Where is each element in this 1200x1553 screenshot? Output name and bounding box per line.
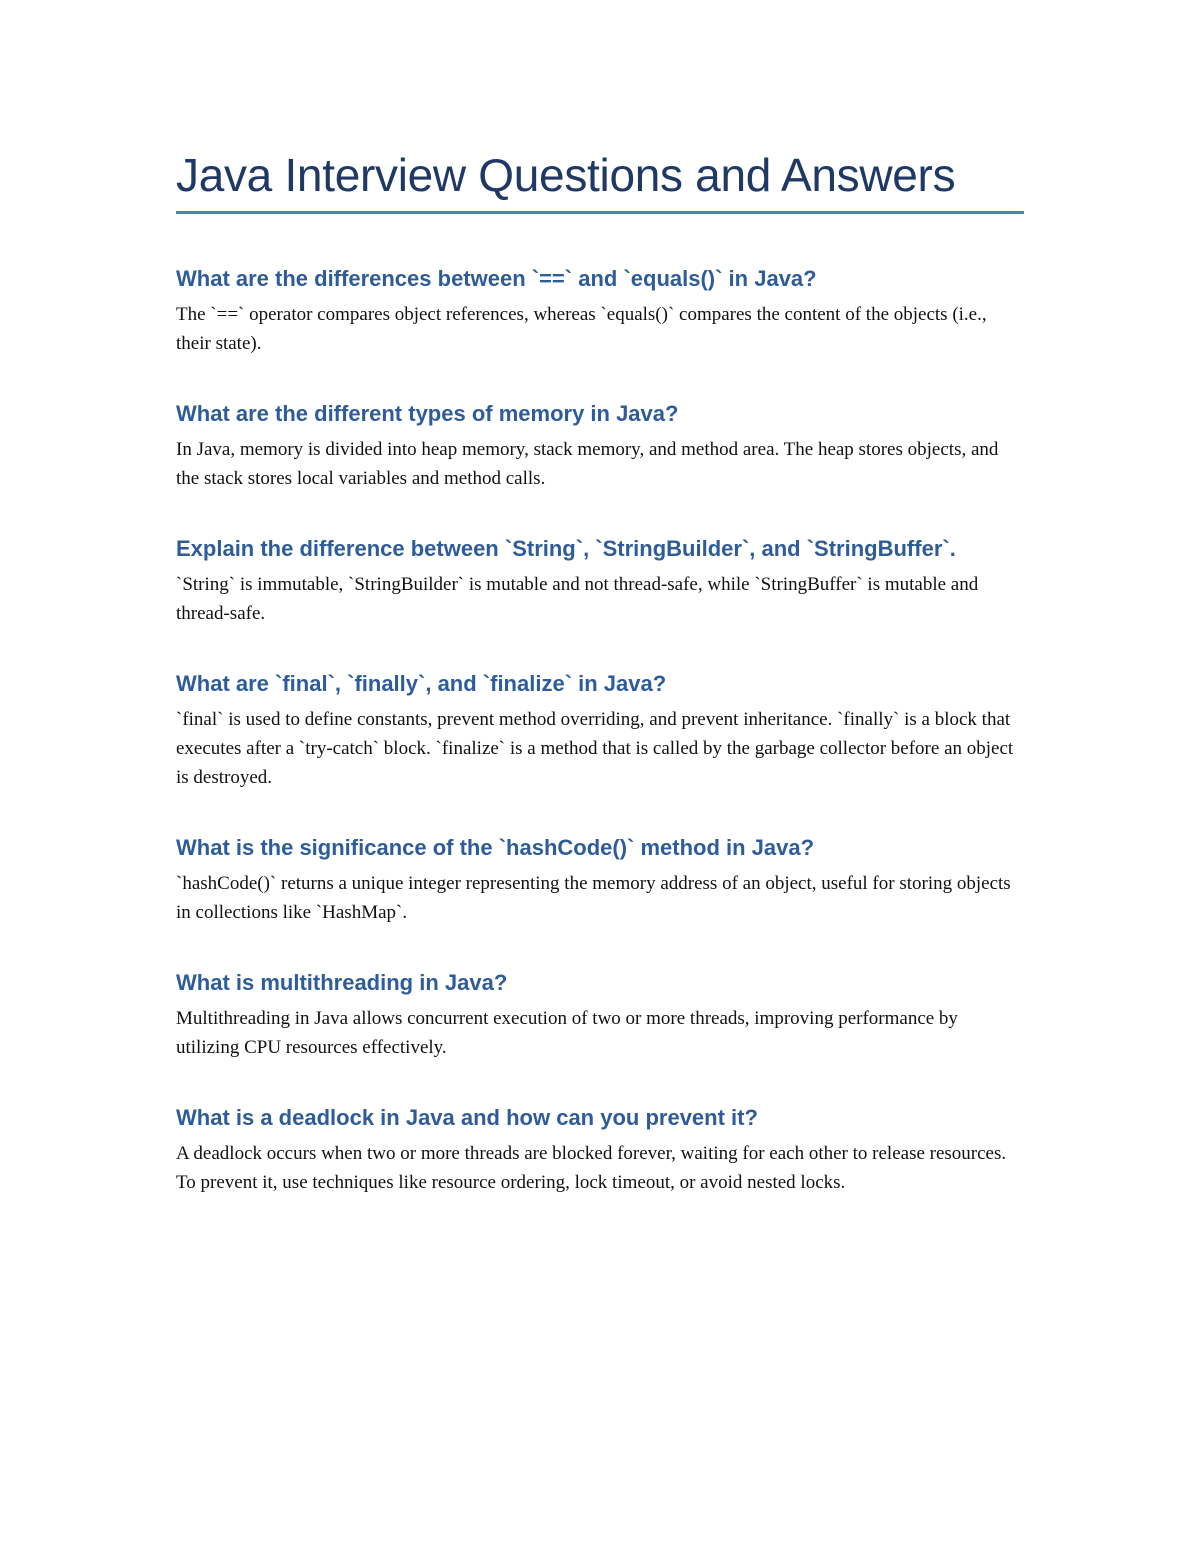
qa-item xyxy=(176,264,1024,358)
answer-paragraph: In Java, memory is divided into heap memory, stack memory, and method area. The heap stores objects, and the stack stores local variables and method calls. xyxy=(176,439,999,489)
question-heading: What are the differences between `==` and `equals()` in Java? xyxy=(176,266,817,291)
question-heading: What are `final`, `finally`, and `finalize` in Java? xyxy=(176,671,667,696)
qa-list xyxy=(176,264,1024,1197)
question-heading: What is multithreading in Java? xyxy=(176,970,508,995)
question-heading: Explain the difference between `String`, `StringBuilder`, and `StringBuffer`. xyxy=(176,536,956,561)
qa-item xyxy=(176,669,1024,792)
qa-item xyxy=(176,399,1024,493)
answer-paragraph: `String` is immutable, `StringBuilder` is mutable and not thread-safe, while `StringBuffer` is mutable and thread-safe. xyxy=(176,574,979,624)
answer-paragraph: A deadlock occurs when two or more threads are blocked forever, waiting for each other to release resources. To prevent it, use techniques like resource ordering, lock timeout, or avoid nested locks. xyxy=(176,1143,1007,1193)
qa-item xyxy=(176,1103,1024,1197)
document-title: Java Interview Questions and Answers xyxy=(176,149,956,201)
qa-item xyxy=(176,833,1024,927)
title-underline xyxy=(176,211,1024,214)
question-heading: What are the different types of memory in Java? xyxy=(176,401,679,426)
qa-item xyxy=(176,534,1024,628)
qa-item xyxy=(176,968,1024,1062)
answer-paragraph: The `==` operator compares object references, whereas `equals()` compares the content of the objects (i.e., their state). xyxy=(176,304,987,354)
answer-paragraph: `hashCode()` returns a unique integer representing the memory address of an object, useful for storing objects in collections like `HashMap`. xyxy=(176,873,1011,923)
answer-paragraph: `final` is used to define constants, prevent method overriding, and prevent inheritance. `finally` is a block that executes after a `try-catch` block. `finalize` is a method that is called by the garbage collector before an object is destroyed. xyxy=(176,709,1014,788)
question-heading: What is a deadlock in Java and how can you prevent it? xyxy=(176,1105,758,1130)
question-heading: What is the significance of the `hashCode()` method in Java? xyxy=(176,835,815,860)
answer-paragraph: Multithreading in Java allows concurrent execution of two or more threads, improving performance by utilizing CPU resources effectively. xyxy=(176,1008,958,1058)
document-body xyxy=(176,145,1024,1197)
